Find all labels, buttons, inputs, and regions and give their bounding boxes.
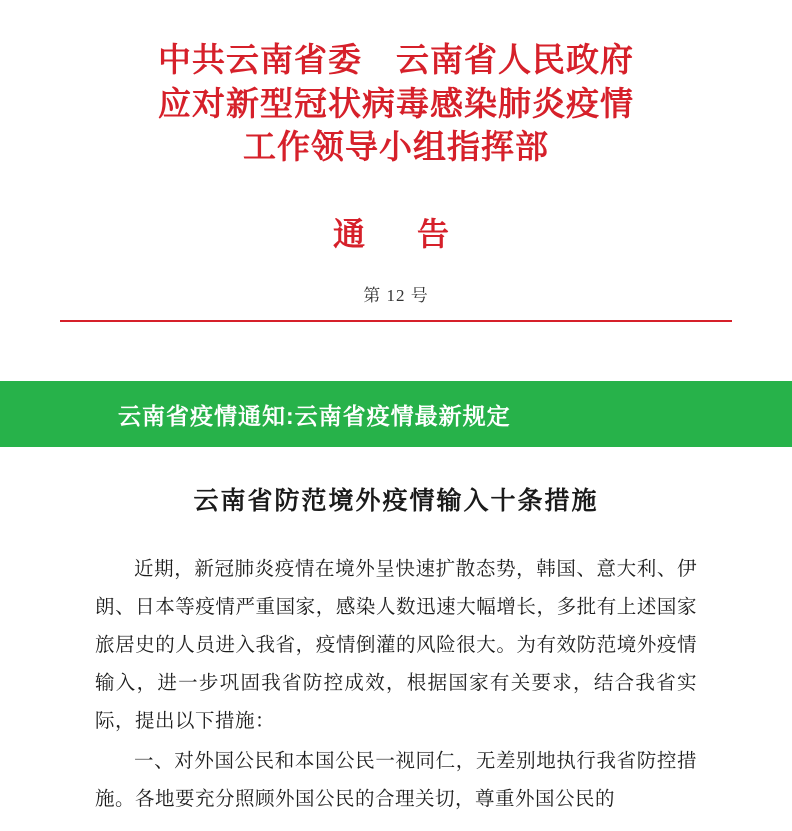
headline-banner	[0, 381, 792, 447]
official-notice-header	[0, 0, 792, 322]
issuing-organization	[60, 40, 732, 171]
document-type-title: 通 告	[332, 215, 459, 252]
article-paragraph: 一、对外国公民和本国公民一视同仁，无差别地执行我省防控措施。各地要充分照顾外国公民的合理关切，尊重外国公民的	[95, 751, 697, 811]
org-line-1: 中共云南省委 云南省人民政府	[158, 43, 634, 79]
article-title: 云南省防范境外疫情输入十条措施	[193, 488, 599, 515]
article-body	[0, 447, 792, 821]
article-paragraph: 近期，新冠肺炎疫情在境外呈快速扩散态势，韩国、意大利、伊朗、日本等疫情严重国家，感染人数迅速大幅增长，多批有上述国家旅居史的人员进入我省，疫情倒灌的风险很大。为有效防范境外疫情输入，进一步巩固我省防控成效，根据国家有关要求，结合我省实际，提出以下措施：	[95, 559, 697, 733]
org-line-3: 工作领导小组指挥部	[243, 130, 549, 167]
org-line-2: 应对新型冠状病毒感染肺炎疫情	[158, 86, 634, 123]
document-number: 第 12 号	[363, 285, 429, 305]
red-divider	[60, 320, 732, 322]
banner-headline: 云南省疫情通知:云南省疫情最新规定	[118, 402, 511, 429]
